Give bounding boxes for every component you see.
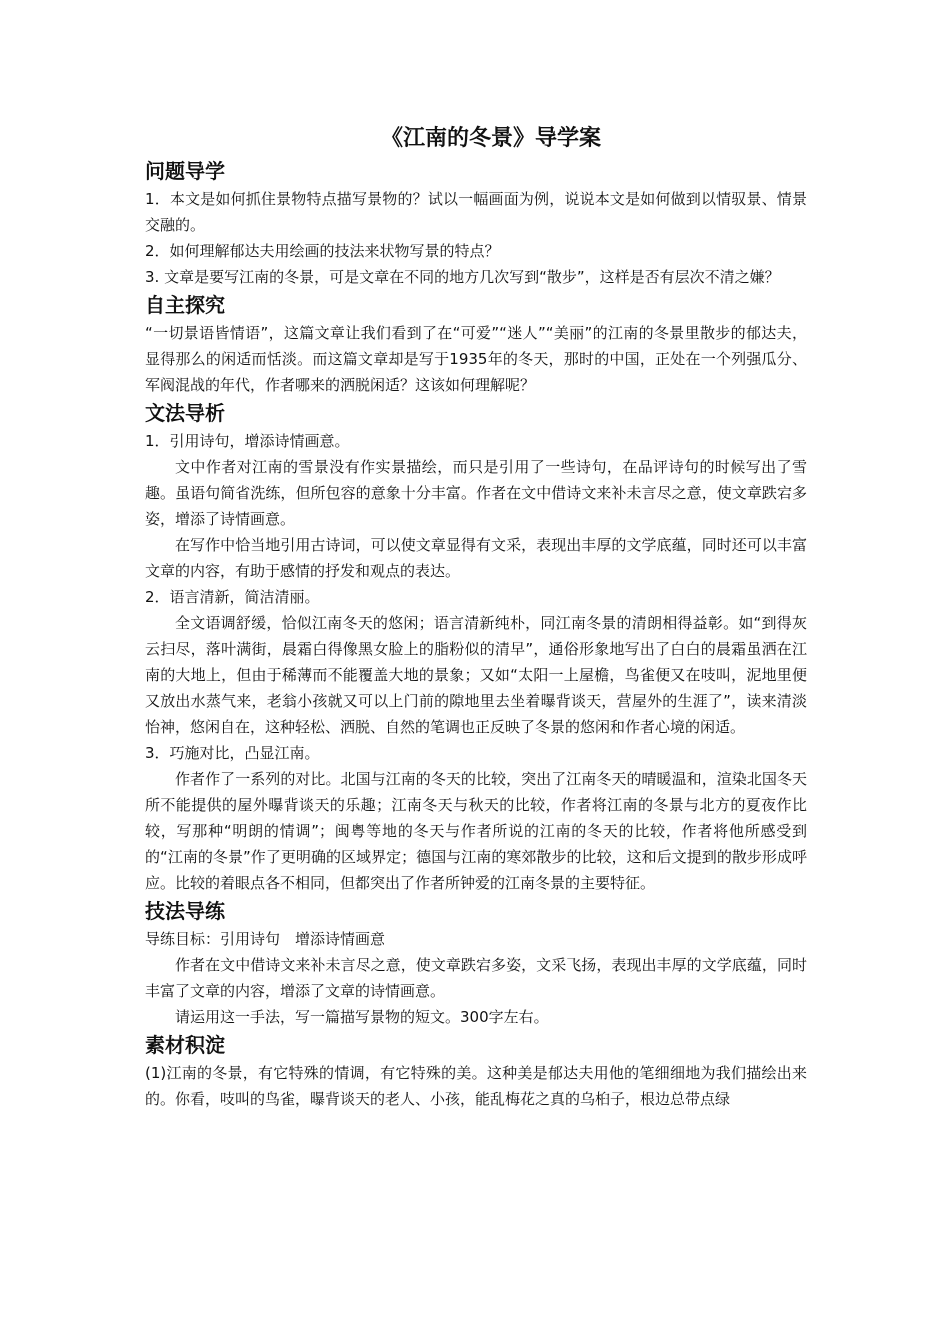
paragraph: 3．巧施对比，凸显江南。 (145, 744, 320, 762)
paragraph: (1)江南的冬景，有它特殊的情调，有它特殊的美。这种美是郁达夫用他的笔细细地为我们描绘出来的。你看，吱叫的鸟雀，曝背谈天的老人、小孩，能乱梅花之真的乌桕子，根边总带点绿 (145, 1064, 807, 1108)
paragraph: 全文语调舒缓，恰似江南冬天的悠闲；语言清新纯朴，同江南冬景的清朗相得益彰。如“到得灰云扫尽，落叶满街，晨霜白得像黑女脸上的脂粉似的清早”，通俗形象地写出了白白的晨霜虽洒在江南的大地上，但由于稀薄而不能覆盖大地的景象；又如“太阳一上屋檐，鸟雀便又在吱叫，泥地里便又放出水蒸气来，老翁小孩就又可以上门前的隙地里去坐着曝背谈天，营屋外的生涯了”，读来清淡怡神，悠闲自在，这种轻松、洒脱、自然的笔调也正反映了冬景的悠闲和作者心境的闲适。 (145, 614, 807, 736)
paragraph: 1．本文是如何抓住景物特点描写景物的？试以一幅画面为例，说说本文是如何做到以情驭景、情景交融的。 (145, 190, 807, 234)
paragraph: 3. 文章是要写江南的冬景，可是文章在不同的地方几次写到“散步”，这样是否有层次不清之嫌？ (145, 268, 780, 286)
document-page (145, 122, 807, 1112)
section-heading-questions: 问题导学 (145, 159, 225, 183)
paragraph: 2．语言清新，简洁清丽。 (145, 588, 320, 606)
paragraph: 文中作者对江南的雪景没有作实景描绘，而只是引用了一些诗句，在品评诗句的时候写出了雪趣。虽语句简省洗练，但所包容的意象十分丰富。作者在文中借诗文来补未言尽之意，使文章跌宕多姿，增添了诗情画意。 (145, 458, 807, 528)
paragraph: 作者在文中借诗文来补未言尽之意，使文章跌宕多姿，文采飞扬，表现出丰厚的文学底蕴，同时丰富了文章的内容，增添了文章的诗情画意。 (145, 956, 807, 1000)
section-heading-material: 素材积淀 (145, 1033, 225, 1057)
paragraph: 导练目标：引用诗句 增添诗情画意 (145, 930, 386, 948)
section-heading-technique-practice: 技法导练 (145, 899, 225, 923)
paragraph: 在写作中恰当地引用古诗词，可以使文章显得有文采，表现出丰厚的文学底蕴，同时还可以丰富文章的内容，有助于感情的抒发和观点的表达。 (145, 536, 807, 580)
section-heading-self-study: 自主探究 (145, 293, 225, 317)
paragraph: 请运用这一手法，写一篇描写景物的短文。300字左右。 (175, 1008, 549, 1026)
section-heading-method-analysis: 文法导析 (145, 401, 225, 425)
document-title: 《江南的冬景》导学案 (380, 126, 601, 151)
paragraph: 2．如何理解郁达夫用绘画的技法来状物写景的特点？ (145, 242, 500, 260)
paragraph: 1．引用诗句，增添诗情画意。 (145, 432, 350, 450)
paragraph: “一切景语皆情语”，这篇文章让我们看到了在“可爱”“迷人”“美丽”的江南的冬景里散步的郁达夫，显得那么的闲适而恬淡。而这篇文章却是写于1935年的冬天，那时的中国，正处在一个列强瓜分、军阀混战的年代，作者哪来的洒脱闲适？这该如何理解呢？ (145, 324, 807, 394)
paragraph: 作者作了一系列的对比。北国与江南的冬天的比较，突出了江南冬天的晴暖温和，渲染北国冬天所不能提供的屋外曝背谈天的乐趣；江南冬天与秋天的比较，作者将江南的冬景与北方的夏夜作比较，写那种“明朗的情调”；闽粤等地的冬天与作者所说的江南的冬天的比较，作者将他所感受到的“江南的冬景”作了更明确的区域界定；德国与江南的寒郊散步的比较，这和后文提到的散步形成呼应。比较的着眼点各不相同，但都突出了作者所钟爱的江南冬景的主要特征。 (145, 770, 807, 892)
